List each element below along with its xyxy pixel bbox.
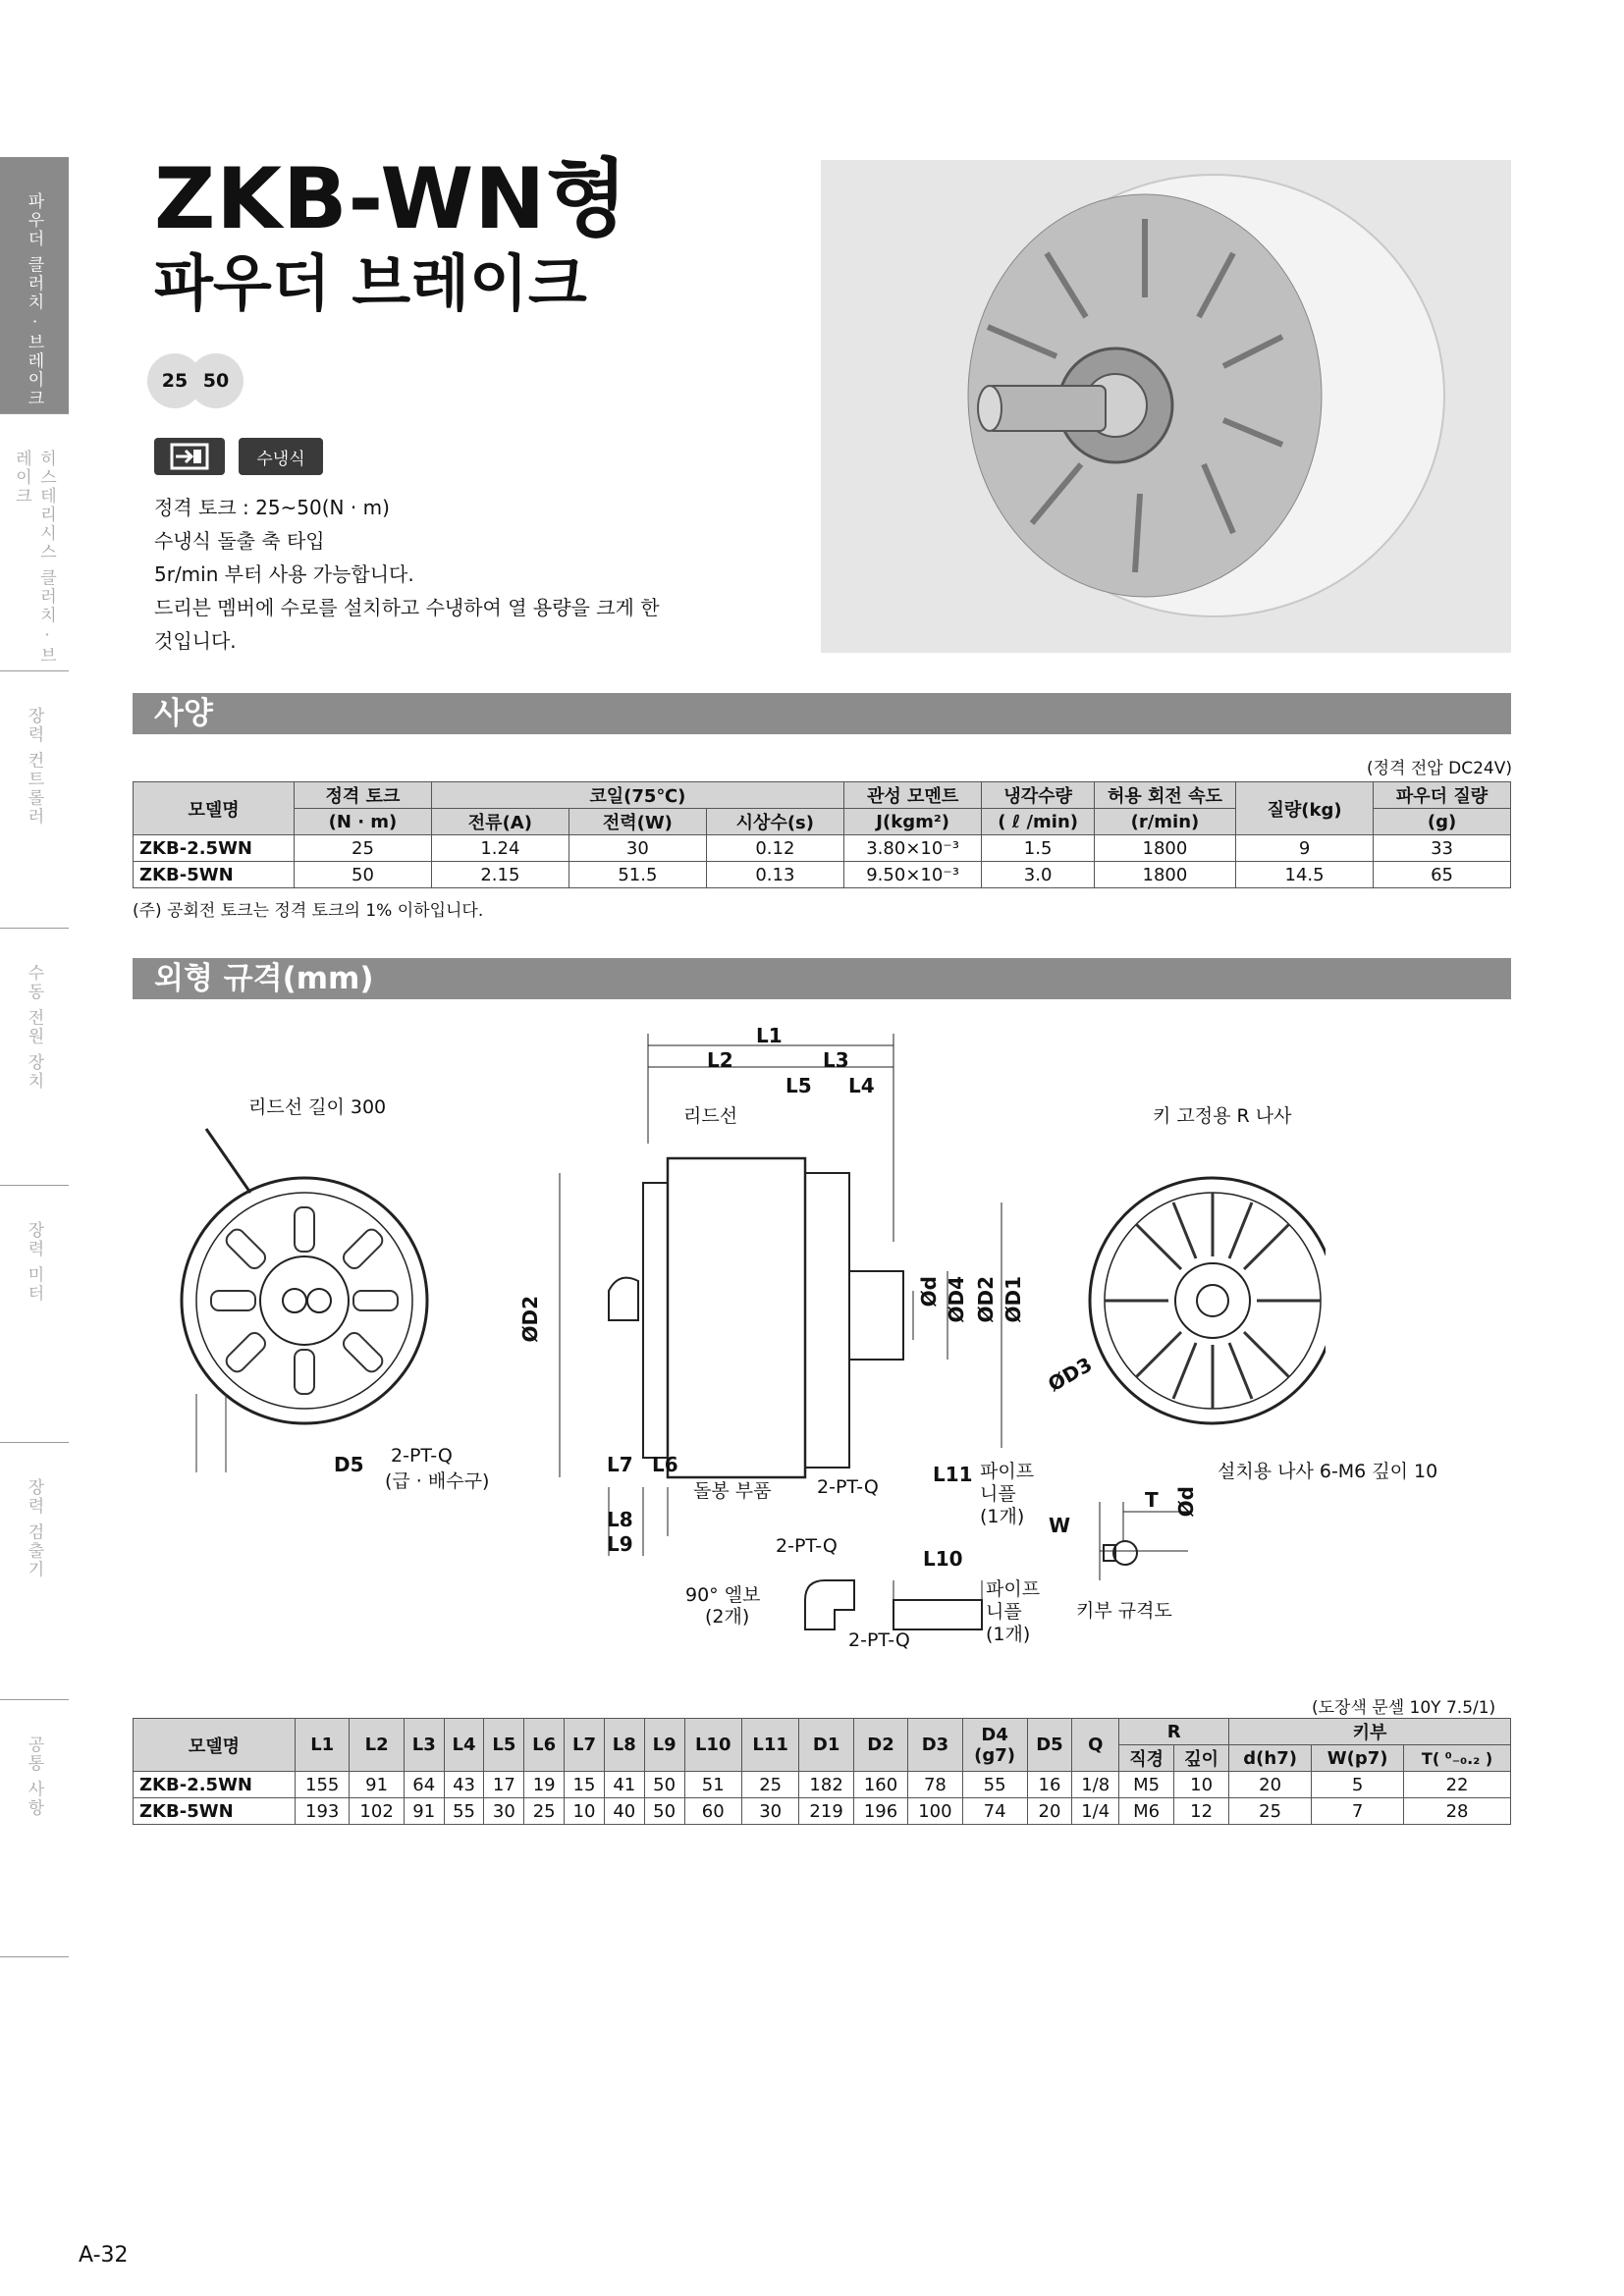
dim-l5: L5 xyxy=(785,1074,812,1097)
pipe-nipple-b: 파이프 xyxy=(986,1578,1041,1600)
dim-l9: L9 xyxy=(607,1532,633,1556)
key-drawing-label: 키부 규격도 xyxy=(1076,1600,1172,1622)
dim-l11: L11 xyxy=(933,1463,973,1486)
pipe-nipple-label2: 니플 xyxy=(980,1483,1016,1505)
sidebar-item-label: 장력 컨트롤러 xyxy=(24,707,44,827)
fittings-drawing xyxy=(785,1571,1011,1659)
key-screw-label: 키 고정용 R 나사 xyxy=(1153,1105,1292,1127)
sidebar-item-common[interactable] xyxy=(0,1700,69,1957)
elbow-qty: (2개) xyxy=(705,1606,750,1628)
cooling-tag: 수냉식 xyxy=(239,438,323,475)
col-coil: 코일(75℃) xyxy=(431,782,843,809)
size-badge: 25 xyxy=(147,353,202,408)
pt-q-note: (급 · 배수구) xyxy=(385,1470,490,1492)
sidebar-item-tension-meter[interactable] xyxy=(0,1186,69,1443)
dim-l6: L6 xyxy=(652,1453,678,1476)
table-row: ZKB-2.5WN 25 1.24 30 0.12 3.80×10⁻³ 1.5 1800 9 33 xyxy=(134,835,1511,862)
sidebar-item-label: 히스테리시스 클러치 · 브레이크 xyxy=(12,450,56,666)
sidebar-item-label: 파우더 클러치 · 브레이크 xyxy=(24,192,44,408)
paint-note: (도장색 문셀 10Y 7.5/1) xyxy=(1312,1698,1496,1718)
spec-footnote: (주) 공회전 토크는 정격 토크의 1% 이하입니다. xyxy=(133,901,484,921)
size-badge: 50 xyxy=(189,353,244,408)
lead-label: 리드선 xyxy=(683,1105,738,1127)
section-spec-title: 사양 xyxy=(133,693,1511,734)
sidebar-item-powder[interactable] xyxy=(0,157,69,414)
lead-length-label: 리드선 길이 300 xyxy=(248,1096,387,1118)
pipe-nipple-label: 파이프 xyxy=(980,1461,1035,1482)
dim-d5: D5 xyxy=(334,1453,364,1476)
dim-l8: L8 xyxy=(607,1508,633,1531)
dim-d4: ØD4 xyxy=(945,1276,968,1323)
table-row: ZKB-5WN 193 102 91 55 30 25 10 40 50 60 30 219 196 100 74 20 1/4 M6 12 25 7 28 xyxy=(134,1798,1511,1825)
dim-d2-b: ØD2 xyxy=(974,1276,998,1323)
dim-l1: L1 xyxy=(756,1024,783,1047)
sidebar-item-label: 장력 검출기 xyxy=(24,1478,44,1579)
dim-l7: L7 xyxy=(607,1453,633,1476)
page-subtitle: 파우더 브레이크 xyxy=(154,247,587,319)
dim-l2: L2 xyxy=(707,1048,733,1072)
brake-type-icon xyxy=(154,438,225,475)
sidebar-item-tension-controller[interactable] xyxy=(0,671,69,929)
pipe-nipple-b2: 니플 xyxy=(986,1601,1022,1623)
dim-l4: L4 xyxy=(848,1074,875,1097)
col-model: 모델명 xyxy=(134,782,295,835)
pt-q-label-3: 2-PT-Q xyxy=(776,1535,838,1557)
dim-d3: ØD3 xyxy=(1044,1352,1097,1397)
dim-w: W xyxy=(1049,1514,1071,1537)
sidebar-item-label: 장력 미터 xyxy=(24,1221,44,1304)
pt-q-label-4: 2-PT-Q xyxy=(848,1629,910,1651)
rated-voltage-note: (정격 전압 DC24V) xyxy=(1367,759,1512,778)
pt-q-label: 2-PT-Q xyxy=(391,1445,453,1467)
section-dims-title: 외형 규격(mm) xyxy=(133,958,1511,999)
table-row: ZKB-5WN 50 2.15 51.5 0.13 9.50×10⁻³ 3.0 1800 14.5 65 xyxy=(134,862,1511,888)
spec-table: 모델명 정격 토크 코일(75℃) 관성 모멘트 냉각수량 허용 회전 속도 질량(kg) 파우더 질량 (N · m) 전류(A) 전력(W) 시상수(s) J(kgm²) ( ℓ /min) (r/min) (g) ZKB-2.5WN 25 1.24 30 0.12 3.80×10⁻³ 1.5 1800 9 33 ZKB-5WN 50 2.15 51.5 0.13 9.50×10⁻³ 3.0 1800 14.5 65 xyxy=(133,781,1511,888)
page-title: ZKB-WN형 xyxy=(154,150,629,248)
product-description: 정격 토크 : 25~50(N · m) 수냉식 돌출 축 타입 5r/min 부터 사용 가능합니다. 드리븐 멤버에 수로를 설치하고 수냉하여 열 용량을 크게 한 것입니다. xyxy=(154,496,660,653)
dim-t: T xyxy=(1145,1488,1159,1512)
sidebar-item-hysteresis[interactable] xyxy=(0,414,69,671)
sidebar-item-power-unit[interactable] xyxy=(0,929,69,1186)
mount-screw-label: 설치용 나사 6-M6 깊이 10 xyxy=(1218,1461,1438,1482)
sidebar-item-label: 공통 사항 xyxy=(24,1735,44,1818)
dim-d-key: Ød xyxy=(1174,1486,1198,1518)
dim-d: Ød xyxy=(917,1276,941,1308)
key-detail-drawing xyxy=(1060,1492,1257,1610)
dim-d2: ØD2 xyxy=(518,1296,542,1343)
dim-l3: L3 xyxy=(823,1048,849,1072)
pipe-nipple-b-qty: (1개) xyxy=(986,1624,1031,1645)
front-view-drawing xyxy=(157,1109,471,1472)
dim-d1: ØD1 xyxy=(1001,1276,1025,1323)
sidebar-item-label: 수동 전원 장치 xyxy=(24,964,44,1091)
dim-l10: L10 xyxy=(923,1547,963,1571)
product-photo xyxy=(821,160,1511,653)
table-row: ZKB-2.5WN 155 91 64 43 17 19 15 41 50 51 25 182 160 78 55 16 1/8 M5 10 20 5 22 xyxy=(134,1772,1511,1798)
elbow-label: 90° 엘보 xyxy=(685,1584,761,1606)
rear-view-drawing xyxy=(1080,1148,1326,1443)
dims-table: 모델명 L1 L2 L3 L4 L5 L6 L7 L8 L9 L10 L11 D1 D2 D3 D4 (g7) D5 Q R 키부 직경 깊이 d(h7) W(p7) T( ⁰₋₀.₂ ) ZKB-2.5WN 155 91 64 43 17 19 15 41 50 51 25 182 160 78 55 16 1/8 M5 10 20 5 22 ZKB-5WN 193 102 91 55 30 25 10 40 50 60 30 219 196 100 74 20 1/4 M6 12 25 7 28 xyxy=(133,1718,1511,1825)
protrusion-label: 돌봉 부품 xyxy=(693,1480,772,1502)
sidebar-item-tension-detector[interactable] xyxy=(0,1443,69,1700)
pt-q-label-2: 2-PT-Q xyxy=(817,1476,879,1498)
page-number: A-32 xyxy=(79,2243,129,2268)
pipe-nipple-qty: (1개) xyxy=(980,1506,1025,1527)
